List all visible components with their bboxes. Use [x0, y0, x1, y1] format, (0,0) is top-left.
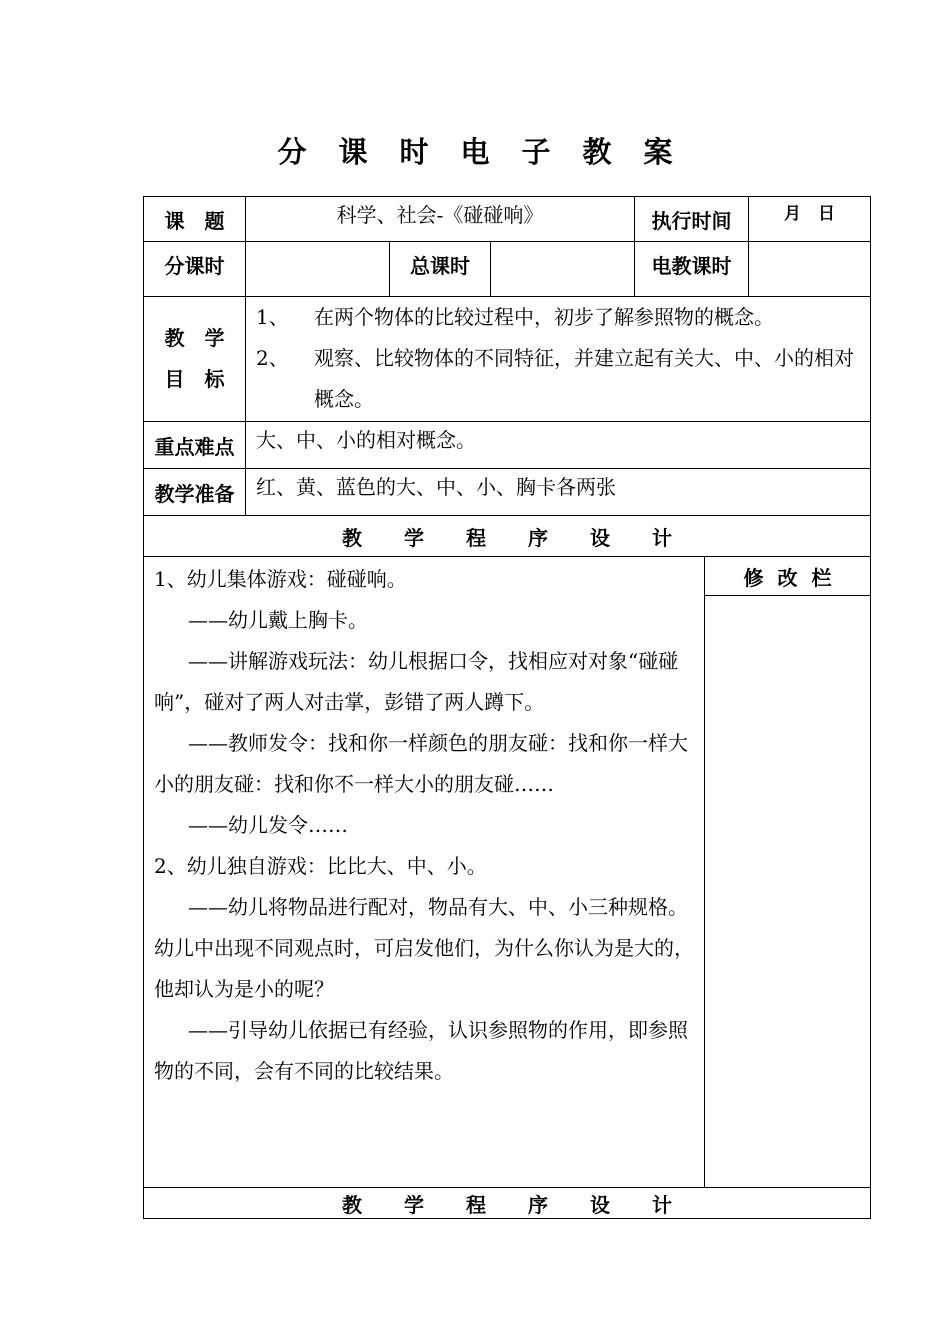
- key-points-label: 重点难点: [144, 422, 246, 469]
- key-points-row: [144, 422, 871, 469]
- goal-number: 1、: [256, 305, 289, 329]
- preparation-value: 红、黄、蓝色的大、中、小、胸卡各两张: [246, 469, 871, 516]
- procedure-footer-heading: 教学程序设计: [144, 1188, 871, 1219]
- exec-time-label: 执行时间: [635, 197, 749, 242]
- hours-row: [144, 242, 871, 297]
- goals-content: [246, 297, 871, 422]
- goal-item: [246, 338, 870, 420]
- media-label: 电教课时: [635, 242, 749, 297]
- revision-label: 修改栏: [705, 557, 871, 596]
- key-points-value: 大、中、小的相对概念。: [246, 422, 871, 469]
- goals-label-line1: 教学: [164, 326, 245, 350]
- procedure-paragraph: ——幼儿将物品进行配对，物品有大、中、小三种规格。幼儿中出现不同观点时，可启发他们，为什么你认为是大的，他却认为是小的呢？: [154, 895, 694, 1001]
- procedure-paragraph: ——讲解游戏玩法：幼儿根据口令，找相应对对象“碰碰响”，碰对了两人对击掌，彭错了两人蹲下。: [154, 649, 679, 714]
- goal-text: 观察、比较物体的不同特征，并建立起有关大、中、小的相对概念。: [314, 346, 854, 411]
- goal-text: 在两个物体的比较过程中，初步了解参照物的概念。: [314, 305, 774, 329]
- preparation-row: [144, 469, 871, 516]
- total-value: [491, 242, 635, 297]
- exec-time-value: 月 日: [749, 197, 871, 242]
- procedure-paragraph: 2、幼儿独自游戏：比比大、中、小。: [154, 854, 487, 878]
- procedure-content: [144, 557, 705, 1188]
- goal-number: 2、: [256, 346, 289, 370]
- procedure-paragraph: ——教师发令：找和你一样颜色的朋友碰：找和你一样大小的朋友碰：找和你不一样大小的朋友碰……: [154, 731, 688, 796]
- lesson-plan-table: [143, 196, 871, 1219]
- procedure-heading-row: [144, 516, 871, 557]
- preparation-label: 教学准备: [144, 469, 246, 516]
- procedure-paragraph: 1、幼儿集体游戏：碰碰响。: [154, 567, 407, 591]
- goals-label-line2: 目标: [164, 367, 245, 391]
- procedure-footer-row: [144, 1188, 871, 1219]
- revision-area: [705, 596, 871, 1188]
- procedure-heading: 教学程序设计: [144, 516, 871, 557]
- procedure-paragraph: ——幼儿戴上胸卡。: [188, 608, 368, 632]
- goals-row: [144, 297, 871, 422]
- procedure-paragraph: ——幼儿发令……: [188, 813, 348, 837]
- procedure-body-row: [144, 557, 871, 596]
- total-label: 总课时: [390, 242, 491, 297]
- lesson-label: 分课时: [144, 242, 246, 297]
- topic-row: [144, 197, 871, 242]
- goals-label: [144, 297, 246, 422]
- goal-item: [246, 297, 870, 338]
- topic-label: 课题: [144, 197, 246, 242]
- lesson-value: [246, 242, 390, 297]
- page-title: 分课时电子教案: [277, 135, 705, 169]
- media-value: [749, 242, 871, 297]
- topic-value: 科学、社会-《碰碰响》: [246, 197, 635, 242]
- procedure-paragraph: ——引导幼儿依据已有经验，认识参照物的作用，即参照物的不同，会有不同的比较结果。: [154, 1018, 688, 1083]
